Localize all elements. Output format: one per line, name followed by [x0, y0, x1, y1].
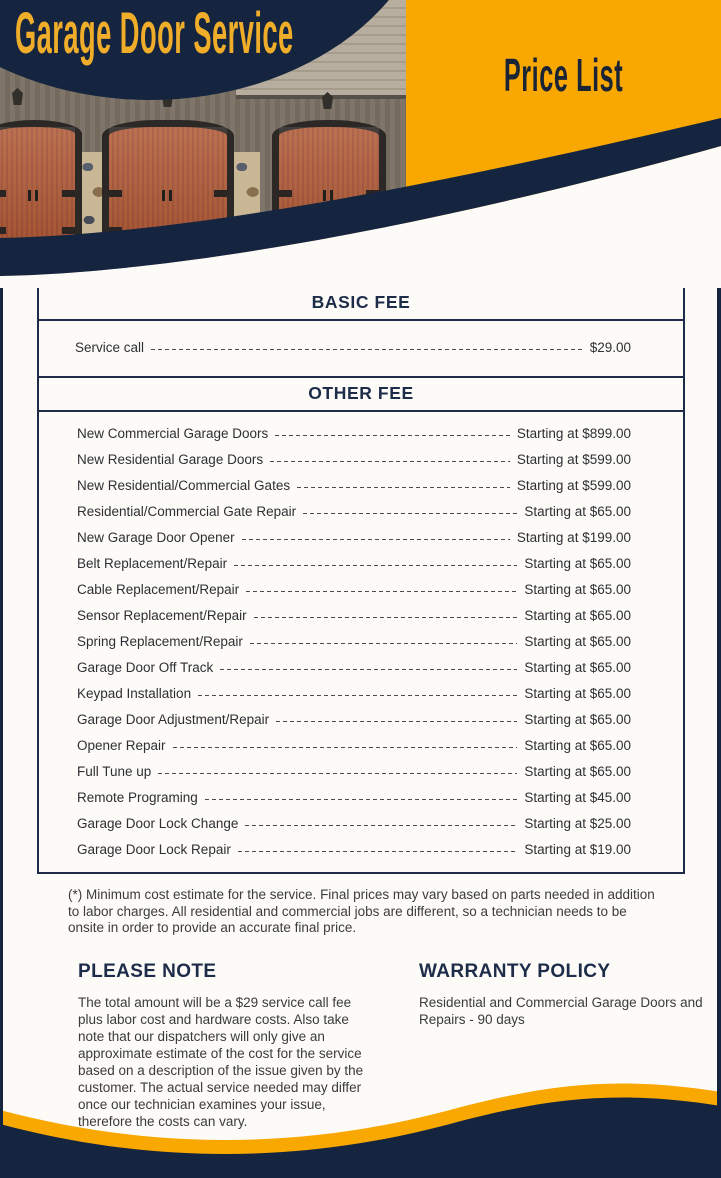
- dash-leader: [238, 851, 518, 852]
- fee-item-price: Starting at $65.00: [524, 504, 631, 519]
- fee-item-label: Sensor Replacement/Repair: [77, 608, 247, 623]
- fee-item-label: Cable Replacement/Repair: [77, 582, 240, 597]
- please-note-body: The total amount will be a $29 service call fee plus labor cost and hardware costs. Also take note that our dispatchers will only give an approximate estimate of the cost for the service based on a description of the issue given by the customer. The actual service needed may differ once our technician examines your issue, therefore the costs can vary.: [78, 994, 364, 1129]
- dash-leader: [246, 591, 517, 592]
- fee-row: [77, 473, 631, 499]
- fee-item-label: Garage Door Lock Repair: [77, 842, 231, 857]
- header: [0, 0, 721, 288]
- fee-item-price: Starting at $25.00: [524, 816, 631, 831]
- dash-leader: [242, 539, 510, 540]
- brand-title: Garage Door Service: [15, 1, 294, 66]
- fee-item-price: Starting at $19.00: [524, 842, 631, 857]
- fee-row: [77, 785, 631, 811]
- header-wave-decor: [0, 98, 721, 288]
- dash-leader: [303, 513, 517, 514]
- basic-fee-rows: [39, 321, 683, 376]
- please-note-title: PLEASE NOTE: [78, 960, 217, 982]
- dash-leader: [173, 747, 518, 748]
- fee-item-price: Starting at $65.00: [524, 556, 631, 571]
- fee-row: [77, 681, 631, 707]
- dash-leader: [234, 565, 517, 566]
- fee-row: [77, 577, 631, 603]
- dash-leader: [254, 617, 518, 618]
- fee-row: [77, 551, 631, 577]
- content: [0, 285, 721, 1130]
- fee-item-label: New Residential Garage Doors: [77, 452, 264, 467]
- fee-row: [77, 811, 631, 837]
- fee-row: [75, 335, 631, 361]
- basic-fee-title: BASIC FEE: [39, 287, 683, 321]
- fee-item-label: Opener Repair: [77, 738, 166, 753]
- fee-row: [77, 629, 631, 655]
- fee-row: [77, 447, 631, 473]
- fee-item-price: Starting at $65.00: [524, 738, 631, 753]
- fee-item-label: Garage Door Off Track: [77, 660, 214, 675]
- fee-row: [77, 655, 631, 681]
- fee-item-label: New Garage Door Opener: [77, 530, 235, 545]
- dash-leader: [220, 669, 517, 670]
- fee-item-label: Keypad Installation: [77, 686, 192, 701]
- fee-item-price: Starting at $65.00: [524, 608, 631, 623]
- fee-item-label: Service call: [75, 340, 145, 355]
- fee-item-price: Starting at $65.00: [524, 634, 631, 649]
- fee-row: [77, 421, 631, 447]
- fee-item-price: Starting at $65.00: [524, 660, 631, 675]
- warranty-title: WARRANTY POLICY: [419, 960, 611, 982]
- dash-leader: [198, 695, 517, 696]
- fee-item-price: Starting at $65.00: [524, 686, 631, 701]
- please-note-column: [78, 961, 378, 1130]
- page-border-left: [0, 288, 3, 1178]
- dash-leader: [275, 435, 510, 436]
- page-title: Price List: [503, 49, 624, 101]
- warranty-body: Residential and Commercial Garage Doors and Repairs - 90 days: [419, 994, 703, 1027]
- fee-row: [77, 603, 631, 629]
- dash-leader: [297, 487, 510, 488]
- fee-row: [77, 707, 631, 733]
- dash-leader: [151, 349, 583, 350]
- fee-table: [37, 285, 685, 874]
- fee-item-label: Spring Replacement/Repair: [77, 634, 243, 649]
- dash-leader: [158, 773, 517, 774]
- fee-item-price: Starting at $65.00: [524, 712, 631, 727]
- fee-item-label: Garage Door Adjustment/Repair: [77, 712, 270, 727]
- fee-item-price: Starting at $199.00: [516, 530, 631, 545]
- fee-row: [77, 733, 631, 759]
- fee-item-price: $29.00: [589, 340, 631, 355]
- dash-leader: [250, 643, 518, 644]
- dash-leader: [205, 799, 518, 800]
- notes-section: [0, 961, 721, 1130]
- fee-row: [77, 837, 631, 863]
- fee-item-price: Starting at $599.00: [516, 452, 631, 467]
- warranty-column: [419, 961, 704, 1130]
- page-border-right: [717, 288, 721, 1178]
- fee-item-price: Starting at $65.00: [524, 764, 631, 779]
- fee-item-label: New Commercial Garage Doors: [77, 426, 269, 441]
- fee-row: [77, 759, 631, 785]
- fee-row: [77, 499, 631, 525]
- fee-row: [77, 525, 631, 551]
- fee-item-price: Starting at $899.00: [516, 426, 631, 441]
- fee-item-label: Garage Door Lock Change: [77, 816, 239, 831]
- other-fee-title: OTHER FEE: [39, 376, 683, 412]
- fee-item-label: New Residential/Commercial Gates: [77, 478, 291, 493]
- other-fee-rows: [39, 412, 683, 872]
- dash-leader: [245, 825, 517, 826]
- fee-item-label: Full Tune up: [77, 764, 152, 779]
- fee-item-price: Starting at $65.00: [524, 582, 631, 597]
- fee-item-price: Starting at $45.00: [524, 790, 631, 805]
- fee-item-label: Remote Programing: [77, 790, 198, 805]
- disclaimer-text: (*) Minimum cost estimate for the service. Final prices may vary based on parts needed in addition to labor charges. All residential and commercial jobs are different, so a technician needs to be onsite in order to provide an accurate final price.: [68, 887, 655, 935]
- dash-leader: [276, 721, 517, 722]
- dash-leader: [270, 461, 510, 462]
- fee-item-label: Belt Replacement/Repair: [77, 556, 228, 571]
- fee-item-price: Starting at $599.00: [516, 478, 631, 493]
- fee-item-label: Residential/Commercial Gate Repair: [77, 504, 297, 519]
- page-title-wrap: [406, 49, 721, 101]
